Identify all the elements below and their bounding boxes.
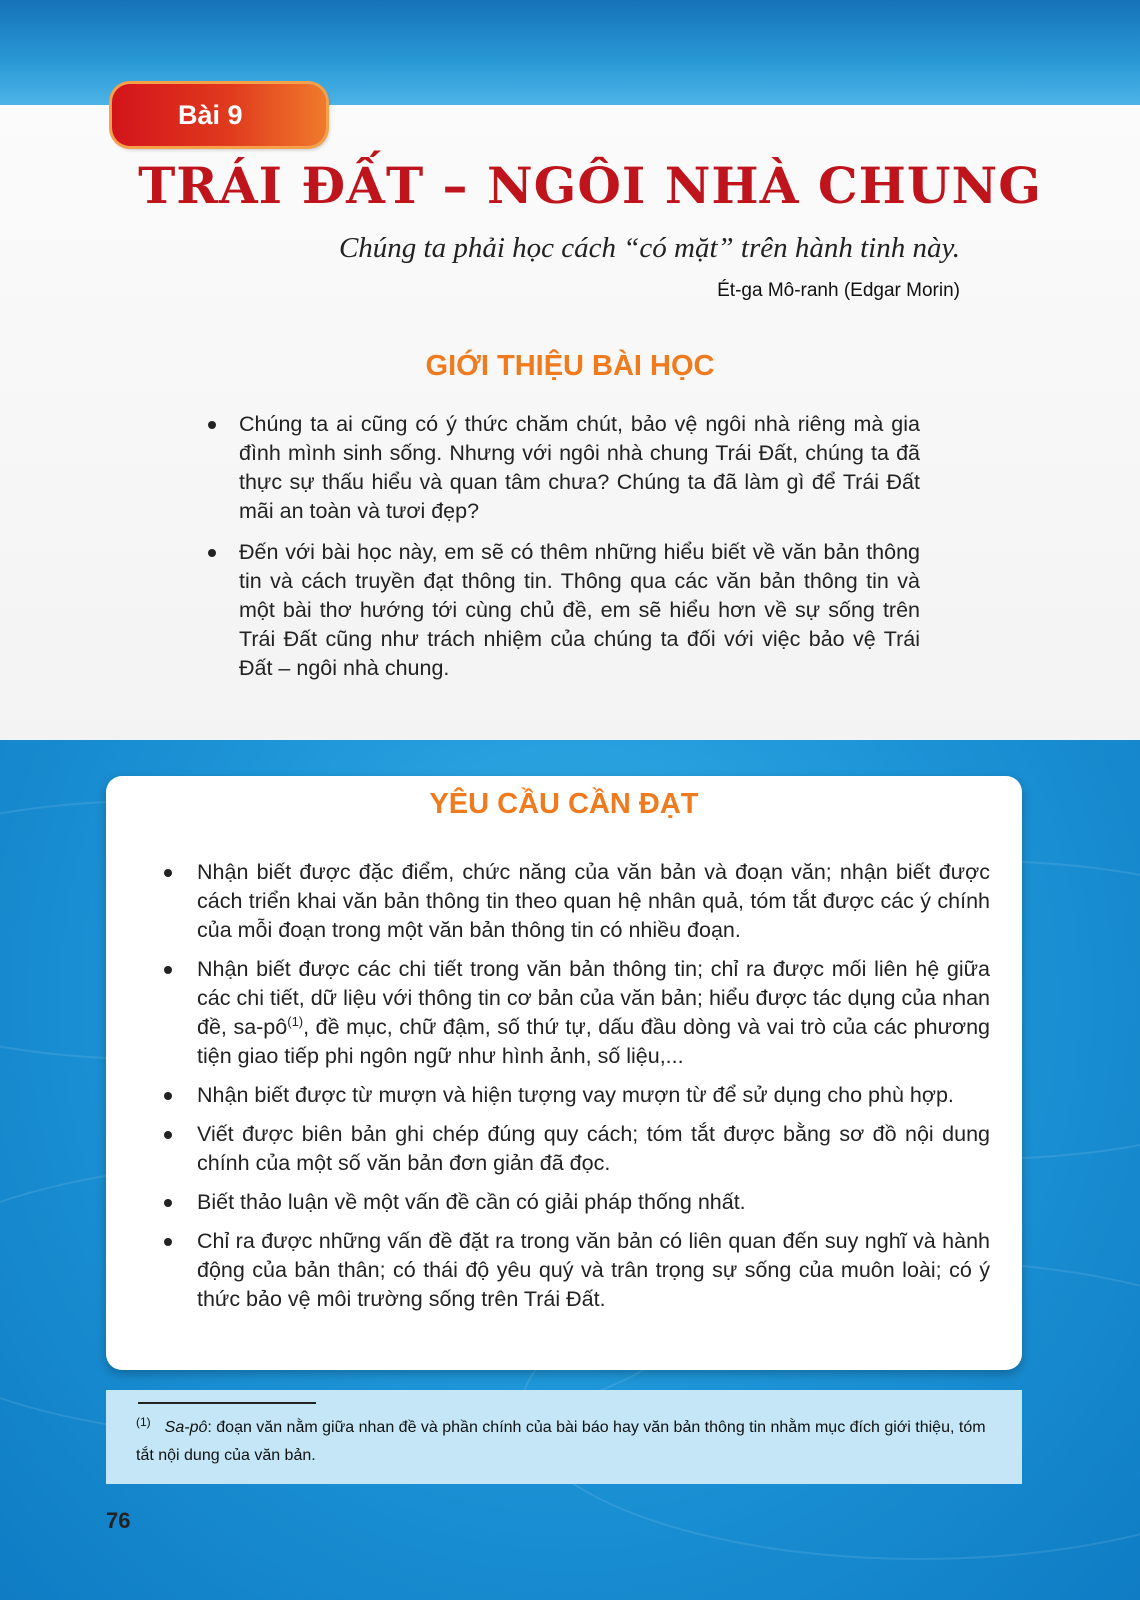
- footnote-term: Sa-pô: [164, 1419, 208, 1436]
- bullet-icon: [164, 1092, 172, 1100]
- list-item: Viết được biên bản ghi chép đúng quy cách; tóm tắt được bằng sơ đồ nội dung chính của một số văn bản đơn giản đã đọc.: [164, 1120, 990, 1178]
- list-item: Chúng ta ai cũng có ý thức chăm chút, bảo vệ ngôi nhà riêng mà gia đình mình sinh sống. Nhưng với ngôi nhà chung Trái Đất, chúng ta đã thực sự thấu hiểu và quan tâm chưa? Chúng ta đã làm gì để Trái Đất mãi an toàn và tươi đẹp?: [206, 410, 920, 526]
- page-number: 76: [106, 1508, 131, 1533]
- list-item: Chỉ ra được những vấn đề đặt ra trong văn bản có liên quan đến suy nghĩ và hành động của bản thân; có thái độ yêu quý và trân trọng sự sống của muôn loài; có ý thức bảo vệ môi trường sống trên Trái Đất.: [164, 1227, 990, 1314]
- list-item: Đến với bài học này, em sẽ có thêm những hiểu biết về văn bản thông tin và cách truyền đạt thông tin. Thông qua các văn bản thông tin và một bài thơ hướng tới cùng chủ đề, em sẽ hiểu hơn về sự sống trên Trái Đất cũng như trách nhiệm của chúng ta đối với việc bảo vệ Trái Đất – ngôi nhà chung.: [206, 538, 920, 683]
- requirements-card: [106, 776, 1022, 1370]
- bullet-icon: [164, 869, 172, 877]
- lesson-number: Bài 9: [178, 99, 243, 130]
- requirements-heading: YÊU CẦU CẦN ĐẠT: [429, 788, 699, 820]
- footnote-mark: (1): [136, 1415, 151, 1429]
- bullet-icon: [164, 1238, 172, 1246]
- bullet-icon: [208, 549, 216, 557]
- footnote-box: [106, 1390, 1022, 1484]
- bullet-icon: [164, 1131, 172, 1139]
- bullet-icon: [164, 1199, 172, 1207]
- list-item: Nhận biết được đặc điểm, chức năng của văn bản và đoạn văn; nhận biết được cách triển khai văn bản thông tin theo quan hệ nhân quả, tóm tắt được các ý chính của mỗi đoạn trong một văn bản thông tin có nhiều đoạn.: [164, 858, 990, 945]
- bullet-icon: [164, 966, 172, 974]
- list-item: Biết thảo luận về một vấn đề cần có giải pháp thống nhất.: [164, 1188, 990, 1217]
- footnote: [136, 1414, 996, 1469]
- requirements-list: [164, 858, 990, 1324]
- footnote-definition: : đoạn văn nằm giữa nhan đề và phần chính của bài báo hay văn bản thông tin nhằm mục đích giới thiệu, tóm tắt nội dung của văn bản.: [136, 1419, 986, 1464]
- introduction-list: [206, 410, 920, 695]
- lesson-number-badge: [112, 84, 326, 146]
- introduction-heading: GIỚI THIỆU BÀI HỌC: [425, 350, 715, 382]
- page-title: TRÁI ĐẤT – NGÔI NHÀ CHUNG: [138, 156, 1042, 215]
- list-item: Nhận biết được các chi tiết trong văn bản thông tin; chỉ ra được mối liên hệ giữa các chi tiết, dữ liệu với thông tin cơ bản của văn bản; hiểu được tác dụng của nhan đề, $sa-pô^{(1)}$, đề mục, chữ đậm, số thứ tự, dấu đầu dòng và vai trò của các phương tiện giao tiếp phi ngôn ngữ như hình ảnh, số liệu,...: [164, 955, 990, 1071]
- epigraph-quote: Chúng ta phải học cách “có mặt” trên hành tinh này.: [338, 232, 960, 264]
- bullet-icon: [208, 421, 216, 429]
- footnote-reference[interactable]: (1): [287, 1013, 304, 1029]
- list-item: Nhận biết được từ mượn và hiện tượng vay mượn từ để sử dụng cho phù hợp.: [164, 1081, 990, 1110]
- epigraph-author: Ét-ga Mô-ranh (Edgar Morin): [717, 280, 960, 301]
- footnote-divider: [138, 1402, 316, 1404]
